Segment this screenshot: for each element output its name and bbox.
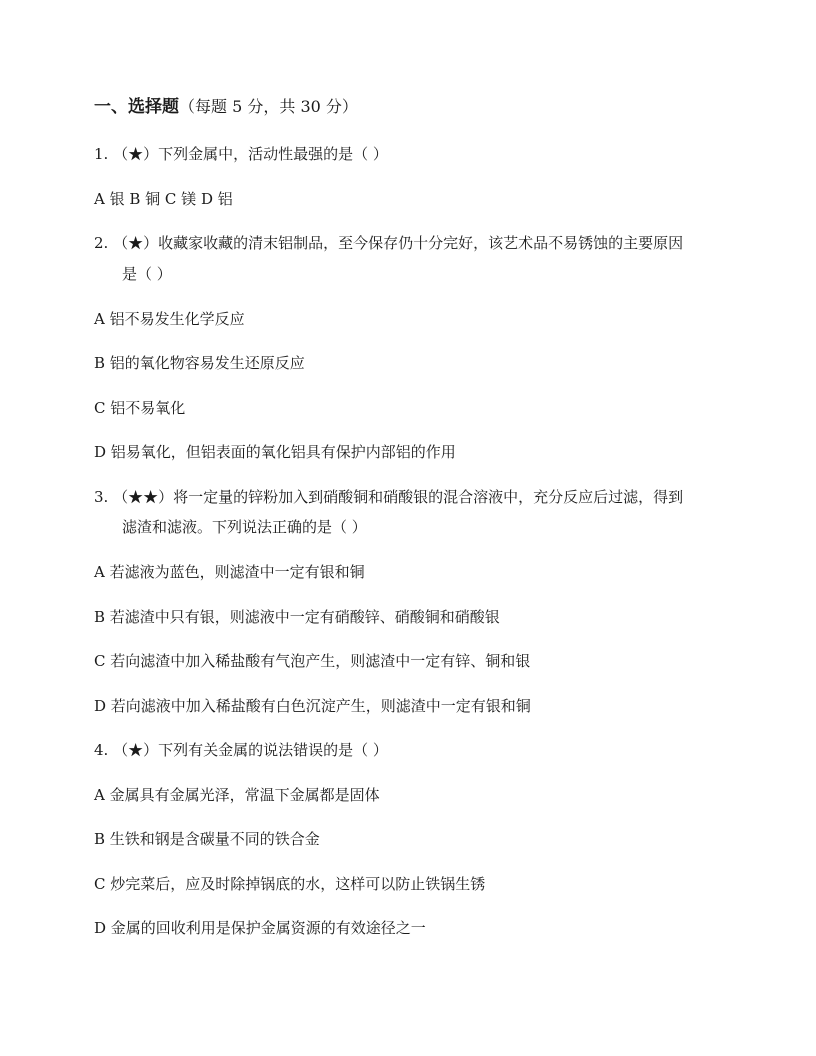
question-2-option-a: A 铝不易发生化学反应 (94, 310, 245, 328)
question-4-option-b: B 生铁和钢是含碳量不同的铁合金 (94, 830, 320, 848)
question-3-option-d: D 若向滤液中加入稀盐酸有白色沉淀产生，则滤渣中一定有银和铜 (94, 697, 531, 715)
question-2-stem: 2. （★）收藏家收藏的清末铝制品，至今保存仍十分完好，该艺术品不易锈蚀的主要原因 (94, 234, 684, 252)
section-heading (94, 96, 358, 118)
question-2-stem-continued: 是（ ） (122, 265, 172, 283)
question-3-stem: 3. （★★）将一定量的锌粉加入到硝酸铜和硝酸银的混合溶液中，充分反应后过滤，得到 (94, 488, 684, 506)
question-2-option-b: B 铝的氧化物容易发生还原反应 (94, 354, 305, 372)
question-4-stem: 4. （★）下列有关金属的说法错误的是（ ） (94, 741, 388, 759)
section-title: 一、选择题 (94, 97, 179, 117)
question-1-stem: 1. （★）下列金属中，活动性最强的是（ ） (94, 145, 388, 163)
question-2-option-c: C 铝不易氧化 (94, 399, 186, 417)
question-3-option-b: B 若滤渣中只有银，则滤液中一定有硝酸锌、硝酸铜和硝酸银 (94, 608, 500, 626)
question-2-option-d: D 铝易氧化，但铝表面的氧化铝具有保护内部铝的作用 (94, 443, 456, 461)
question-3-option-a: A 若滤液为蓝色，则滤渣中一定有银和铜 (94, 563, 365, 581)
section-scoring-note: （每题 5 分，共 30 分） (179, 97, 358, 116)
question-4-option-d: D 金属的回收利用是保护金属资源的有效途径之一 (94, 919, 426, 937)
question-1-options: A 银 B 铜 C 镁 D 铝 (94, 190, 233, 208)
question-3-stem-continued: 滤渣和滤液。下列说法正确的是（ ） (122, 518, 367, 536)
question-4-option-c: C 炒完菜后，应及时除掉锅底的水，这样可以防止铁锅生锈 (94, 875, 486, 893)
question-4-option-a: A 金属具有金属光泽，常温下金属都是固体 (94, 786, 380, 804)
question-3-option-c: C 若向滤渣中加入稀盐酸有气泡产生，则滤渣中一定有锌、铜和银 (94, 652, 531, 670)
